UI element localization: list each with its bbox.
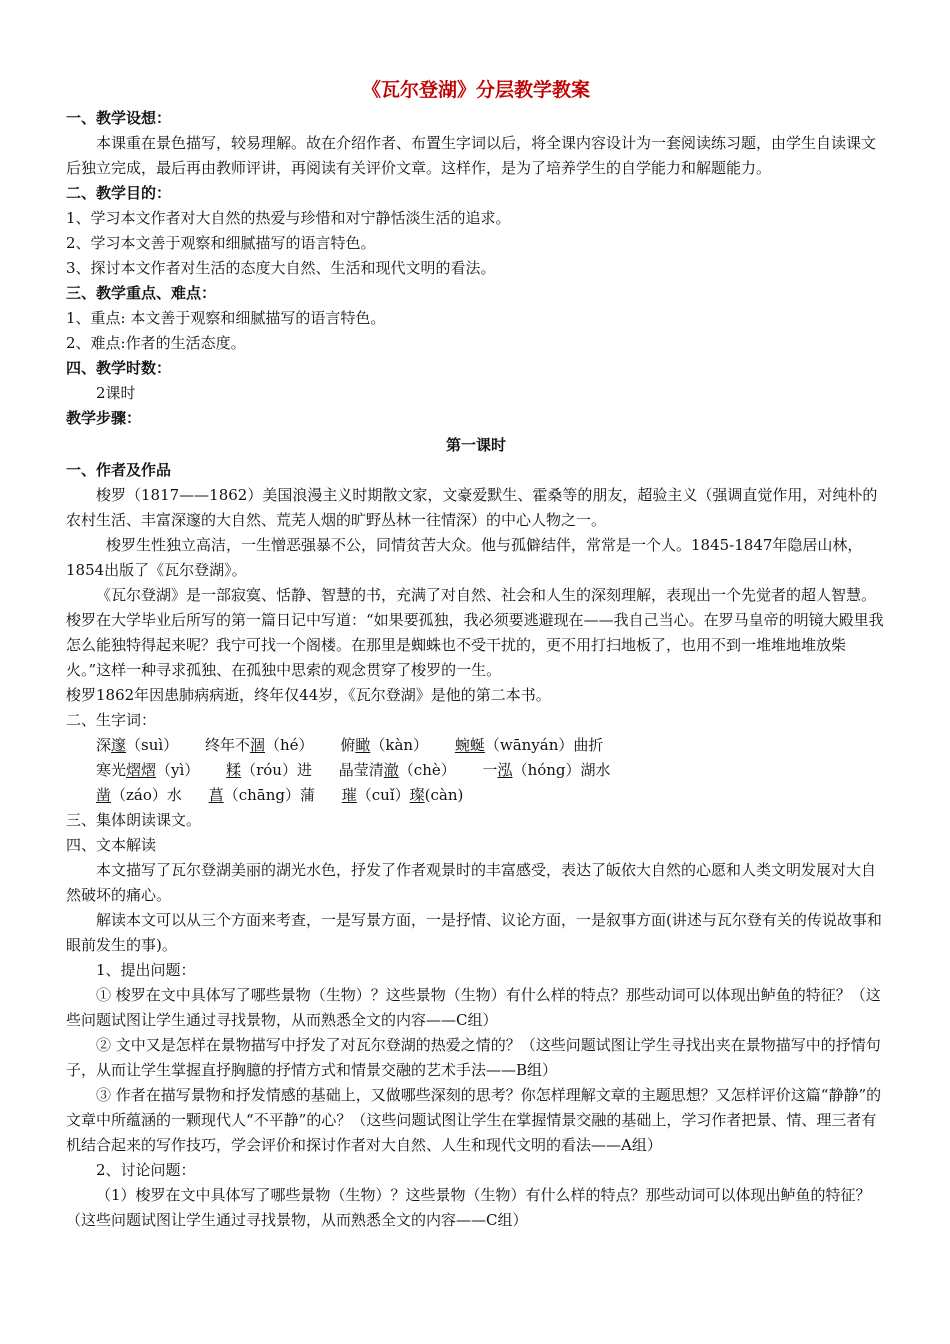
- class-hours-value: 2课时: [96, 384, 136, 402]
- section-heading-vocabulary: 二、生字词：: [66, 711, 157, 729]
- vocab-word: 蜿蜒（wānyán）曲折: [454, 736, 604, 754]
- vocab-row: [66, 733, 886, 758]
- key-point-item: 1、重点: 本文善于观察和细腻描写的语言特色。: [66, 309, 386, 327]
- vocab-word: 璨(càn): [409, 786, 464, 804]
- lesson-one-heading: 第一课时: [445, 436, 506, 454]
- question-item: ① 梭罗在文中具体写了哪些景物（生物）？这些景物（生物）有什么样的特点？那些动词可以体现出鲈鱼的特征？（这些问题试图让学生通过寻找景物，从而熟悉全文的内容——C组）: [66, 986, 881, 1029]
- document-title: 《瓦尔登湖》分层教学教案: [361, 79, 590, 101]
- section-heading-key-points: 三、教学重点、难点：: [66, 284, 217, 302]
- question-item: ② 文中又是怎样在景物描写中抒发了对瓦尔登湖的热爱之情的？（这些问题试图让学生寻找出夹在景物描写中的抒情句子，从而让学生掌握直抒胸臆的抒情方式和情景交融的艺术手法——B组）: [66, 1036, 881, 1079]
- vocab-word: 深邃（suì）: [96, 736, 179, 754]
- analysis-paragraph: 解读本文可以从三个方面来考查，一是写景方面，一是抒情、议论方面，一是叙事方面(讲述与瓦尔登有关的传说故事和眼前发生的事)。: [66, 911, 882, 954]
- teaching-steps-heading: 教学步骤：: [66, 409, 142, 427]
- vocab-word: 璀（cuǐ）: [341, 786, 410, 804]
- section-heading-author: 一、作者及作品: [66, 461, 172, 479]
- analysis-subheading: 2、讨论问题：: [96, 1161, 196, 1179]
- goal-item: 3、探讨本文作者对生活的态度大自然、生活和现代文明的看法。: [66, 259, 496, 277]
- discussion-item: （1）梭罗在文中具体写了哪些景物（生物）？这些景物（生物）有什么样的特点？那些动词可以体现出鲈鱼的特征？（这些问题试图让学生通过寻找景物，从而熟悉全文的内容——C组）: [66, 1186, 871, 1229]
- section-heading-text-analysis: 四、文本解读: [66, 836, 157, 854]
- section-heading-class-hours: 四、教学时数：: [66, 359, 172, 377]
- section-heading-teaching-goals: 二、教学目的：: [66, 184, 172, 202]
- vocab-word: 菖（chāng）蒲: [208, 786, 315, 804]
- author-paragraph: 《瓦尔登湖》是一部寂寞、恬静、智慧的书，充满了对自然、社会和人生的深刻理解，表现出一个先觉者的超人智慧。梭罗在大学毕业后所写的第一篇日记中写道：“如果要孤独，我必须要逃避现在——我自己当心。在罗马皇帝的明镜大殿里我怎么能独特得起来呢？我宁可找一个阁楼。在那里是蜘蛛也不受干扰的，更不用打扫地板了，也用不到一堆堆地堆放柴火。”这样一种寻求孤独、在孤独中思索的观念贯穿了梭罗的一生。: [66, 586, 884, 679]
- vocab-word: 寒光熠熠（yì）: [96, 761, 200, 779]
- goal-item: 1、学习本文作者对大自然的热爱与珍惜和对宁静恬淡生活的追求。: [66, 209, 511, 227]
- section-heading-group-reading: 三、集体朗读课文。: [66, 811, 202, 829]
- vocab-word: 糅（róu）进: [226, 761, 312, 779]
- document-page: [66, 78, 886, 1233]
- vocab-row: [66, 783, 886, 808]
- vocab-row: [66, 758, 886, 783]
- analysis-paragraph: 本文描写了瓦尔登湖美丽的湖光水色，抒发了作者观景时的丰富感受，表达了皈依大自然的心愿和人类文明发展对大自然破坏的痛心。: [66, 861, 877, 904]
- teaching-idea-paragraph: 本课重在景色描写，较易理解。故在介绍作者、布置生字词以后，将全课内容设计为一套阅读练习题，由学生自读课文后独立完成，最后再由教师评讲，再阅读有关评价文章。这样作，是为了培养学生的自学能力和解题能力。: [66, 134, 877, 177]
- vocab-word: 晶莹清澈（chè）: [338, 761, 456, 779]
- vocab-word: 凿（záo）水: [96, 786, 182, 804]
- vocab-word: 一泓（hóng）湖水: [482, 761, 611, 779]
- author-paragraph: 梭罗（1817——1862）美国浪漫主义时期散文家，文豪爱默生、霍桑等的朋友，超验主义（强调直觉作用，对纯朴的农村生活、丰富深邃的大自然、荒芜人烟的旷野丛林一往情深）的中心人物之一。: [66, 486, 878, 529]
- vocab-word: 终年不涸（hé）: [204, 736, 314, 754]
- goal-item: 2、学习本文善于观察和细腻描写的语言特色。: [66, 234, 376, 252]
- section-heading-teaching-idea: 一、教学设想：: [66, 109, 172, 127]
- question-item: ③ 作者在描写景物和抒发情感的基础上，又做哪些深刻的思考？你怎样理解文章的主题思想？又怎样评价这篇“静静”的文章中所蕴涵的一颗现代人“不平静”的心？（这些问题试图让学生在掌握情景交融的基础上，学习作者把景、情、理三者有机结合起来的写作技巧，学会评价和探讨作者对大自然、人生和现代文明的看法——A组）: [66, 1086, 882, 1154]
- key-point-item: 2、难点:作者的生活态度。: [66, 334, 246, 352]
- vocab-word: 俯瞰（kàn）: [340, 736, 429, 754]
- author-paragraph: 梭罗1862年因患肺病病逝，终年仅44岁，《瓦尔登湖》是他的第二本书。: [66, 686, 551, 704]
- author-paragraph: 梭罗生性独立高洁，一生憎恶强暴不公，同情贫苦大众。他与孤僻结伴，常常是一个人。1845-1847年隐居山林，1854出版了《瓦尔登湖》。: [66, 536, 863, 579]
- analysis-subheading: 1、提出问题：: [96, 961, 196, 979]
